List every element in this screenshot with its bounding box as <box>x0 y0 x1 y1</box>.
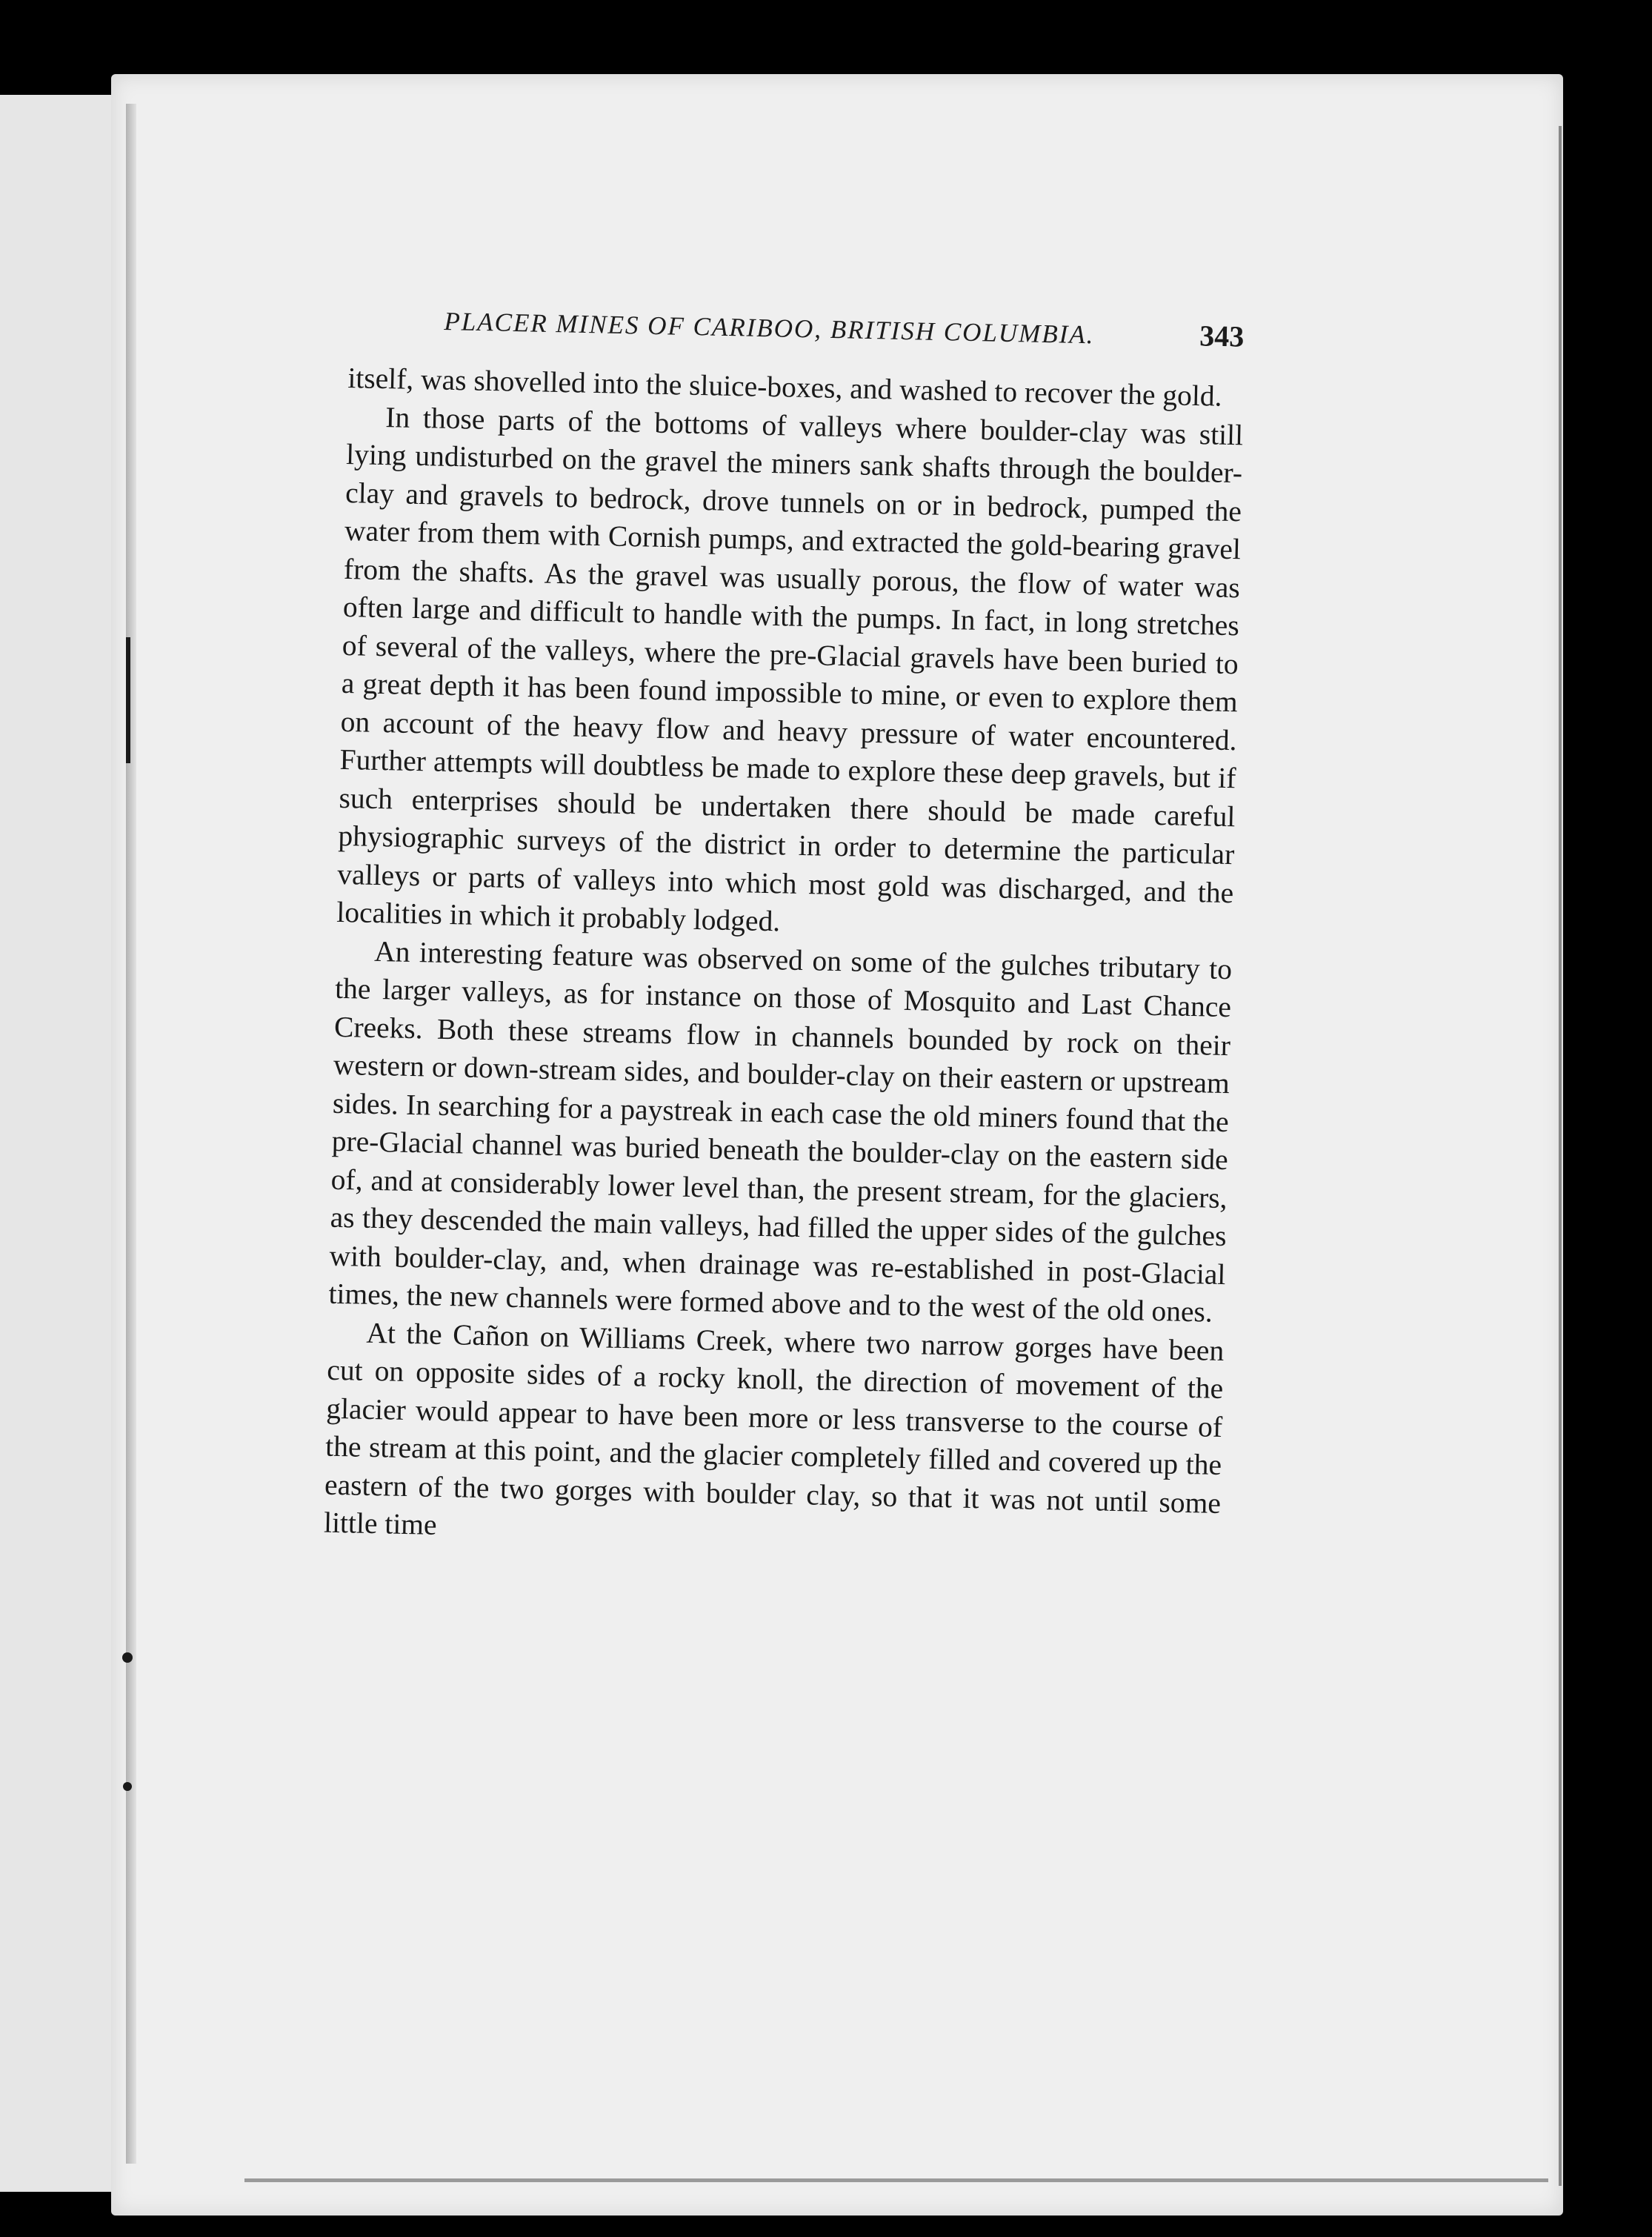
margin-dot-mark <box>122 1652 133 1663</box>
paragraph-continuation: itself, was shovelled into the sluice-boxes, and washed to recover the gold. <box>347 361 1222 413</box>
page-bottom-edge <box>244 2178 1548 2182</box>
page-number: 343 <box>1199 319 1245 353</box>
margin-bracket-mark <box>126 637 130 763</box>
page-gutter <box>126 104 136 2164</box>
running-head: PLACER MINES OF CARIBOO, BRITISH COLUMBIA. <box>444 306 1095 350</box>
margin-dot-mark <box>123 1782 132 1791</box>
body-text <box>324 359 1245 1560</box>
page-right-edge <box>1559 126 1562 2186</box>
paragraph: At the Cañon on Williams Creek, where two narrow gorges have been cut on opposite sides of a rocky knoll, the direction of movement of the glacier would appear to have been more or less transverse to the course of the stream at this point, and the glacier completely filled and covered up the eastern of the two gorges with boulder clay, so that it was not until some little time <box>323 1316 1225 1541</box>
paragraph: An interesting feature was observed on some of the gulches tributary to the larger valleys, as for instance on those of Mosquito and Last Chance Creeks. Both these streams flow in channels bounded by rock on their western or down-stream sides, and boulder-clay on their eastern or upstream sides. In searching for a paystreak in each case the old miners found that the pre-Glacial channel was buried beneath the boulder-clay on the eastern side of, and at considerably lower level than, the present stream, for the glaciers, as they descended the main valleys, had filled the upper sides of the gulches with boulder-clay, and, when drainage was re-established in post-Glacial times, the new channels were formed above and to the west of the old ones. <box>328 934 1233 1329</box>
paragraph: In those parts of the bottoms of valleys where boulder-clay was still lying undisturbed on the gravel the miners sank shafts through the boulder-clay and gravels to bedrock, drove tunnels on or in bedrock, pumped the water from them with Cornish pumps, and extracted the gold-bearing gravel from the shafts. As the gravel was usually porous, the flow of water was often large and difficult to handle with the pumps. In fact, in long stretches of several of the valleys, where the pre-Glacial gravels have been buried to a great depth it has been found impossible to mine, or even to explore them on account of the heavy flow and heavy pressure of water encountered. Further attempts will doubtless be made to explore these deep gravels, but if such enterprises should be undertaken there should be made careful physiographic surveys of the district in order to determine the particular valleys or parts of valleys into which most gold was discharged, and the localities in which it probably lodged. <box>336 400 1244 938</box>
